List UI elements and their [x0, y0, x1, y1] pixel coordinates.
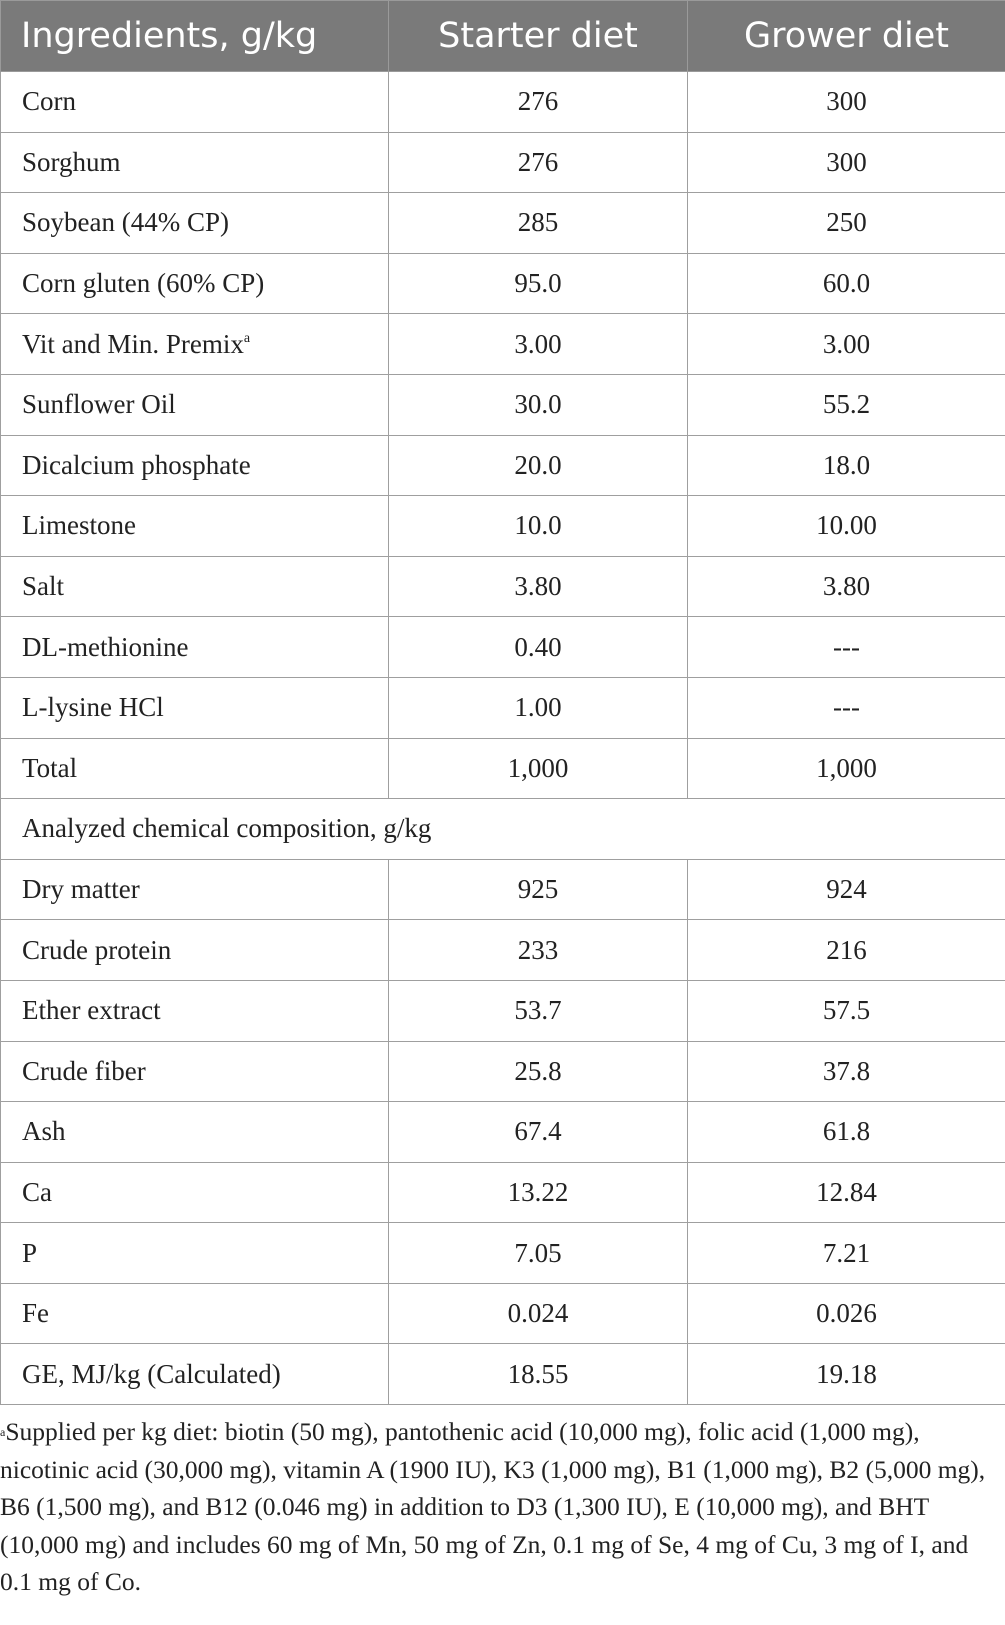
row-label-text: Total: [22, 752, 78, 783]
starter-value: 0.40: [389, 617, 688, 678]
row-label: [1, 1344, 389, 1405]
grower-value: 37.8: [688, 1041, 1005, 1102]
table-row: [1, 1162, 1005, 1223]
row-label-text: Ether extract: [22, 995, 161, 1026]
starter-value: 30.0: [389, 374, 688, 435]
starter-value: 3.00: [389, 314, 688, 375]
row-label: [1, 1283, 389, 1344]
row-label: [1, 980, 389, 1041]
row-label: [1, 72, 389, 133]
grower-value: 18.0: [688, 435, 1005, 496]
starter-value: 7.05: [389, 1223, 688, 1284]
grower-value: 300: [688, 72, 1005, 133]
table-row: [1, 496, 1005, 557]
grower-value: ---: [688, 677, 1005, 738]
table-row: [1, 1041, 1005, 1102]
row-label: [1, 496, 389, 557]
table-row: [1, 920, 1005, 981]
header-starter-diet: Starter diet: [389, 1, 688, 72]
grower-value: 55.2: [688, 374, 1005, 435]
row-label-text: DL-methionine: [22, 631, 189, 662]
row-label: [1, 677, 389, 738]
starter-value: 10.0: [389, 496, 688, 557]
row-label: [1, 1102, 389, 1163]
row-label-text: Sunflower Oil: [22, 389, 176, 420]
header-ingredients: Ingredients, g/kg: [1, 1, 389, 72]
row-label: [1, 617, 389, 678]
grower-value: 250: [688, 193, 1005, 254]
section-label: Analyzed chemical composition, g/kg: [1, 799, 1005, 860]
starter-value: 285: [389, 193, 688, 254]
starter-value: 25.8: [389, 1041, 688, 1102]
row-label-text: Crude protein: [22, 934, 172, 965]
grower-value: 57.5: [688, 980, 1005, 1041]
table-row: [1, 1283, 1005, 1344]
grower-value: 7.21: [688, 1223, 1005, 1284]
grower-value: 10.00: [688, 496, 1005, 557]
table-row: [1, 859, 1005, 920]
table-row: [1, 556, 1005, 617]
row-label-text: Salt: [22, 571, 65, 602]
grower-value: 61.8: [688, 1102, 1005, 1163]
row-label: [1, 1162, 389, 1223]
grower-value: 924: [688, 859, 1005, 920]
section-row: [1, 799, 1005, 860]
row-label-text: Fe: [22, 1298, 49, 1329]
footnote-text: Supplied per kg diet: biotin (50 mg), pantothenic acid (10,000 mg), folic acid (1,000 mg), nicotinic acid (30,000 mg), vitamin A (1900 IU), K3 (1,000 mg), B1 (1,000 mg), B2 (5,000 mg), B6 (1,500 mg), and B12 (0.046 mg) in addition to D3 (1,300 IU), E (10,000 mg), and BHT (10,000 mg) and includes 60 mg of Mn, 50 mg of Zn, 0.1 mg of Se, 4 mg of Cu, 3 mg of I, and 0.1 mg of Co.: [0, 1417, 986, 1597]
table-row: [1, 677, 1005, 738]
row-label: [1, 1041, 389, 1102]
table-row: [1, 132, 1005, 193]
starter-value: 276: [389, 132, 688, 193]
row-label-text: Ash: [22, 1116, 66, 1147]
starter-value: 53.7: [389, 980, 688, 1041]
row-label: [1, 738, 389, 799]
grower-value: 216: [688, 920, 1005, 981]
row-label-text: Limestone: [22, 510, 136, 541]
grower-value: 0.026: [688, 1283, 1005, 1344]
grower-value: 3.80: [688, 556, 1005, 617]
table-body: [1, 72, 1005, 1405]
table-row: [1, 72, 1005, 133]
starter-value: 233: [389, 920, 688, 981]
starter-value: 13.22: [389, 1162, 688, 1223]
table-footnote: [0, 1405, 1005, 1601]
row-label-text: L-lysine HCl: [22, 692, 164, 723]
row-label-text: Corn: [22, 86, 76, 117]
starter-value: 95.0: [389, 253, 688, 314]
starter-value: 1.00: [389, 677, 688, 738]
table-header: [1, 1, 1005, 72]
table-row: [1, 980, 1005, 1041]
row-label-text: Corn gluten (60% CP): [22, 268, 265, 299]
grower-value: ---: [688, 617, 1005, 678]
row-label-text: Dry matter: [22, 874, 140, 905]
table-row: [1, 193, 1005, 254]
row-label: [1, 859, 389, 920]
row-label-text: Soybean (44% CP): [22, 207, 229, 238]
table-row: [1, 435, 1005, 496]
row-label: [1, 1223, 389, 1284]
grower-value: 60.0: [688, 253, 1005, 314]
grower-value: 19.18: [688, 1344, 1005, 1405]
starter-value: 3.80: [389, 556, 688, 617]
starter-value: 276: [389, 72, 688, 133]
grower-value: 1,000: [688, 738, 1005, 799]
starter-value: 1,000: [389, 738, 688, 799]
row-label-text: Vit and Min. Premix: [22, 328, 244, 359]
row-label-text: GE, MJ/kg (Calculated): [22, 1358, 281, 1389]
row-label: [1, 920, 389, 981]
table-row: [1, 253, 1005, 314]
row-label-text: Ca: [22, 1176, 52, 1207]
table-row: [1, 617, 1005, 678]
grower-value: 300: [688, 132, 1005, 193]
row-label: [1, 374, 389, 435]
starter-value: 20.0: [389, 435, 688, 496]
row-label: [1, 253, 389, 314]
footnote-marker: a: [0, 1425, 6, 1440]
row-label: [1, 132, 389, 193]
header-grower-diet: Grower diet: [688, 1, 1005, 72]
starter-value: 0.024: [389, 1283, 688, 1344]
row-label-text: Dicalcium phosphate: [22, 449, 251, 480]
table-row: [1, 738, 1005, 799]
starter-value: 18.55: [389, 1344, 688, 1405]
footnote-ref-marker: a: [243, 330, 251, 346]
row-label-text: Sorghum: [22, 146, 121, 177]
table-row: [1, 1223, 1005, 1284]
grower-value: 12.84: [688, 1162, 1005, 1223]
row-label-text: P: [22, 1237, 38, 1268]
table-row: [1, 374, 1005, 435]
row-label: [1, 314, 389, 375]
table-row: [1, 314, 1005, 375]
starter-value: 67.4: [389, 1102, 688, 1163]
row-label-text: Crude fiber: [22, 1055, 146, 1086]
row-label: [1, 435, 389, 496]
table-row: [1, 1102, 1005, 1163]
row-label: [1, 556, 389, 617]
starter-value: 925: [389, 859, 688, 920]
header-row: [1, 1, 1005, 72]
table-row: [1, 1344, 1005, 1405]
grower-value: 3.00: [688, 314, 1005, 375]
row-label: [1, 193, 389, 254]
